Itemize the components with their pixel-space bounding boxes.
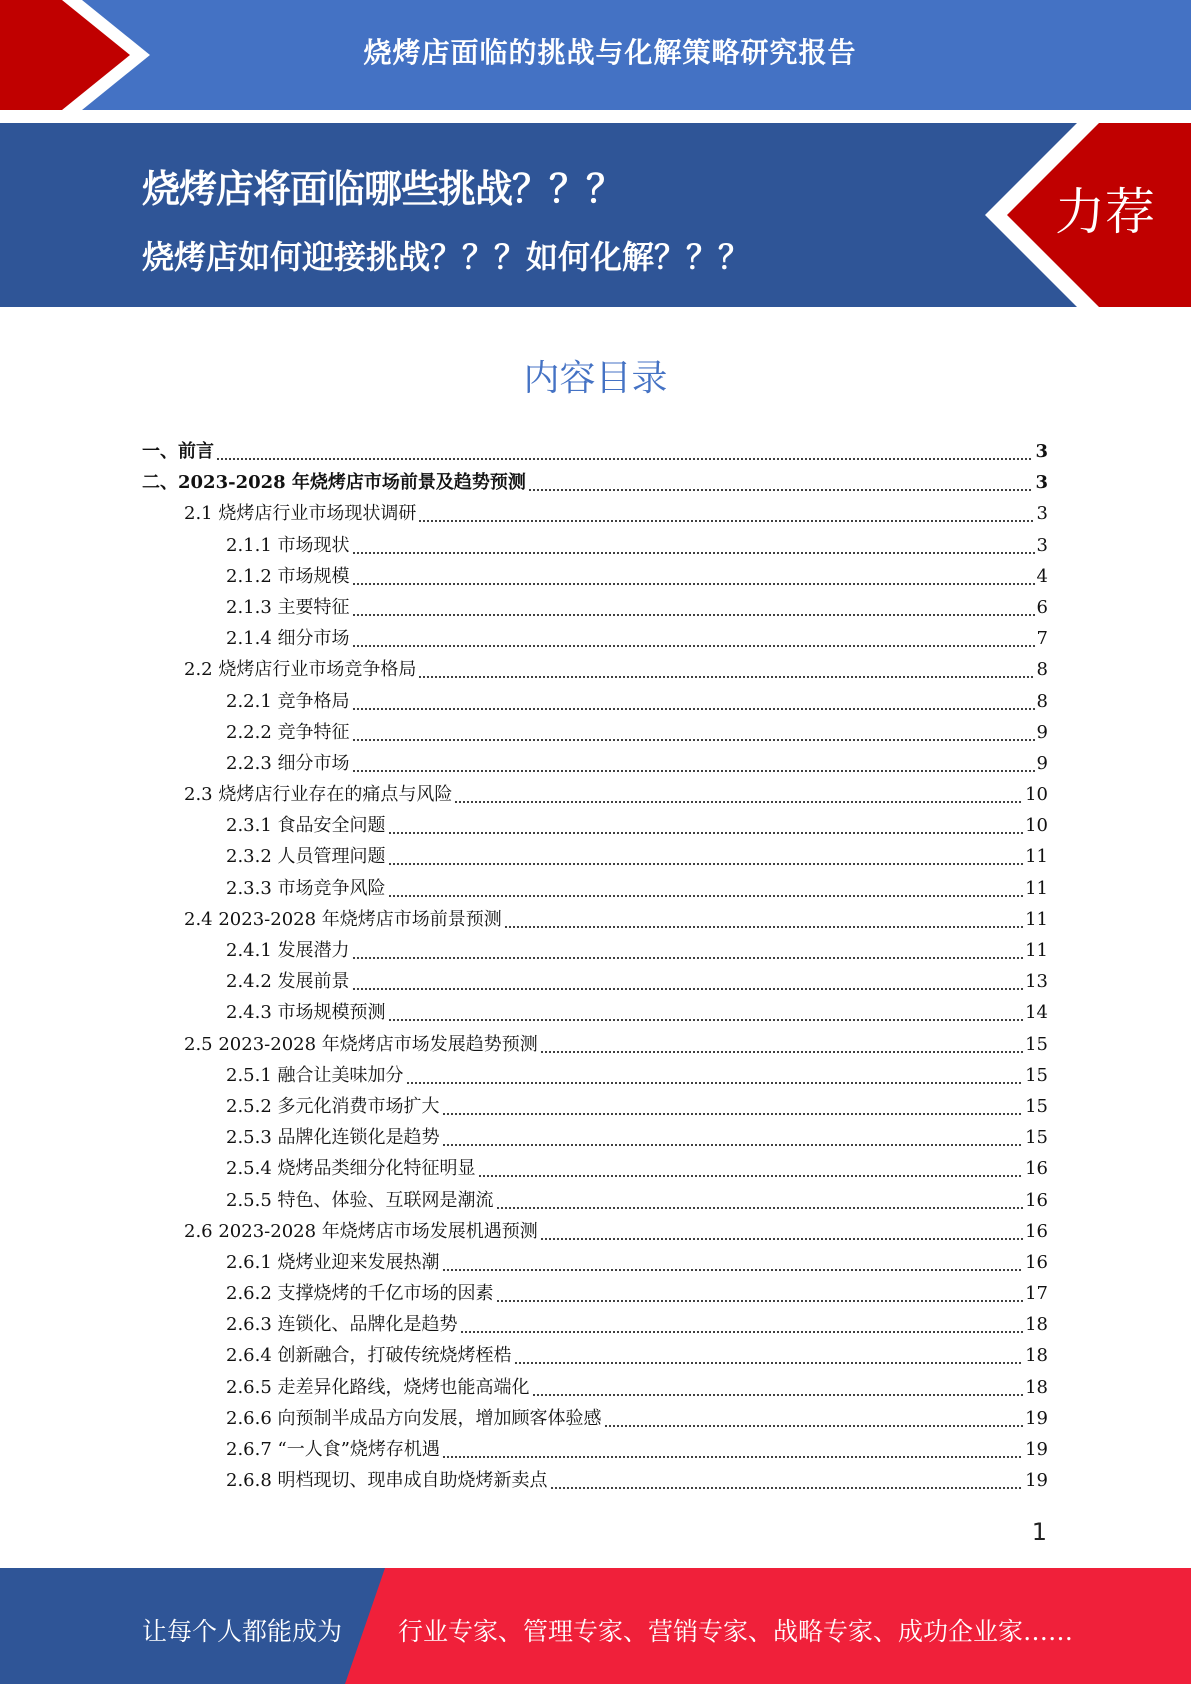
- toc-entry-label: 2.1.4 细分市场: [226, 628, 350, 650]
- toc-entry-label: 2.5 2023-2028 年烧烤店市场发展趋势预测: [184, 1033, 538, 1055]
- toc-entry-label: 二、2023-2028 年烧烤店市场前景及趋势预测: [142, 472, 526, 494]
- toc-entry-label: 2.3.3 市场竞争风险: [226, 877, 386, 899]
- toc-dot-leader: [496, 1285, 1024, 1303]
- toc-entry[interactable]: [142, 654, 1048, 685]
- toc-entry-label: 2.2 烧烤店行业市场竞争格局: [184, 659, 417, 681]
- toc-dot-leader: [352, 973, 1024, 991]
- toc-entry-label: 2.4.1 发展潜力: [226, 940, 350, 961]
- toc-entry-label: 2.6 2023-2028 年烧烤店市场发展机遇预测: [184, 1220, 538, 1242]
- toc-entry[interactable]: [142, 779, 1048, 810]
- toc-entry[interactable]: [142, 467, 1048, 498]
- toc-entry-page: 7: [1036, 628, 1048, 650]
- toc-entry-label: 2.6.3 连锁化、品牌化是趋势: [226, 1314, 458, 1336]
- toc-entry[interactable]: [142, 1372, 1048, 1403]
- toc-entry-label: 2.2.3 细分市场: [226, 752, 350, 774]
- toc-entry-page: 6: [1036, 596, 1048, 618]
- toc-dot-leader: [496, 1192, 1024, 1210]
- toc-entry-page: 3: [1036, 503, 1048, 525]
- toc-dot-leader: [460, 1316, 1024, 1334]
- toc-entry-page: 16: [1025, 1251, 1048, 1273]
- recommend-badge: 力荐: [1055, 183, 1155, 241]
- toc-dot-leader: [388, 1004, 1024, 1022]
- toc-entry-page: 10: [1025, 815, 1048, 837]
- toc-dot-leader: [454, 786, 1023, 804]
- toc-entry-label: 2.5.4 烧烤品类细分化特征明显: [226, 1158, 476, 1180]
- toc-entry-page: 16: [1025, 1158, 1048, 1180]
- toc-dot-leader: [388, 848, 1024, 866]
- toc-entry[interactable]: [142, 1091, 1048, 1122]
- toc-entry[interactable]: [142, 1247, 1048, 1278]
- report-title: 烧烤店面临的挑战与化解策略研究报告: [363, 36, 857, 69]
- toc-entry-label: 一、前言: [142, 441, 214, 462]
- toc-dot-leader: [352, 724, 1035, 742]
- toc-entry-page: 11: [1025, 940, 1048, 961]
- toc-entry-page: 9: [1036, 752, 1048, 774]
- toc-entry-label: 2.1.2 市场规模: [226, 565, 350, 587]
- toc-dot-leader: [352, 755, 1035, 773]
- toc-entry[interactable]: [142, 1278, 1048, 1309]
- toc-entry[interactable]: [142, 717, 1048, 748]
- toc-entry-label: 2.6.8 明档现切、现串成自助烧烤新卖点: [226, 1470, 548, 1492]
- toc-entry-label: 2.6.1 烧烤业迎来发展热潮: [226, 1251, 440, 1273]
- toc-entry[interactable]: [142, 561, 1048, 592]
- toc-entry[interactable]: [142, 1340, 1048, 1371]
- toc-entry[interactable]: [142, 748, 1048, 779]
- toc-entry-label: 2.6.7 “一人食”烧烤存机遇: [226, 1439, 440, 1460]
- toc-dot-leader: [352, 630, 1035, 648]
- toc-dot-leader: [352, 537, 1035, 555]
- toc-dot-leader: [406, 1067, 1024, 1085]
- footer-slogan-right: 行业专家、管理专家、营销专家、战略专家、成功企业家……: [398, 1617, 1074, 1646]
- toc-entry[interactable]: [142, 623, 1048, 654]
- toc-entry-page: 15: [1025, 1095, 1048, 1117]
- toc-entry-page: 15: [1025, 1127, 1048, 1149]
- toc-entry-page: 8: [1036, 690, 1048, 712]
- toc-entry-label: 2.3.2 人员管理问题: [226, 846, 386, 868]
- toc-entry-page: 17: [1025, 1283, 1048, 1305]
- toc-entry[interactable]: [142, 935, 1048, 966]
- toc-dot-leader: [442, 1254, 1024, 1272]
- toc-entry[interactable]: [142, 1122, 1048, 1153]
- toc-dot-leader: [514, 1347, 1024, 1365]
- toc-dot-leader: [604, 1410, 1024, 1428]
- toc-entry-page: 15: [1025, 1064, 1048, 1086]
- toc-dot-leader: [478, 1160, 1024, 1178]
- toc-entry-page: 19: [1025, 1407, 1048, 1429]
- page-number: 1: [1031, 1518, 1047, 1546]
- toc-entry-label: 2.5.2 多元化消费市场扩大: [226, 1095, 440, 1117]
- toc-entry-page: 11: [1025, 877, 1048, 899]
- toc-dot-leader: [352, 942, 1024, 960]
- toc-entry-page: 18: [1025, 1314, 1048, 1336]
- toc-dot-leader: [352, 599, 1035, 617]
- toc-entry[interactable]: [142, 1029, 1048, 1060]
- toc-entry-page: 15: [1025, 1033, 1048, 1055]
- toc-entry[interactable]: [142, 530, 1048, 561]
- toc-entry-label: 2.1.1 市场现状: [226, 534, 350, 556]
- toc-entry[interactable]: [142, 997, 1048, 1028]
- toc-entry-label: 2.1.3 主要特征: [226, 596, 350, 618]
- toc-dot-leader: [388, 817, 1024, 835]
- toc-dot-leader: [352, 693, 1035, 711]
- toc-entry-label: 2.2.1 竞争格局: [226, 690, 350, 712]
- toc-entry[interactable]: [142, 1060, 1048, 1091]
- toc-entry-label: 2.5.5 特色、体验、互联网是潮流: [226, 1189, 494, 1211]
- toc-dot-leader: [418, 661, 1034, 679]
- toc-entry-page: 13: [1025, 971, 1048, 993]
- toc-dot-leader: [540, 1223, 1023, 1241]
- toc-entry-page: 16: [1025, 1189, 1048, 1211]
- toc-entry-page: 19: [1025, 1470, 1048, 1492]
- toc-entry-label: 2.5.1 融合让美味加分: [226, 1064, 404, 1086]
- toc-dot-leader: [216, 443, 1033, 461]
- toc-dot-leader: [388, 880, 1024, 898]
- toc-dot-leader: [528, 474, 1034, 492]
- table-of-contents: [142, 436, 1048, 1496]
- toc-entry-page: 4: [1036, 565, 1048, 587]
- toc-entry-page: 3: [1036, 534, 1048, 556]
- toc-entry-page: 19: [1025, 1439, 1048, 1460]
- toc-entry[interactable]: [142, 1309, 1048, 1340]
- headline-question-2: 烧烤店如何迎接挑战？？？如何化解？？？: [142, 238, 751, 276]
- toc-entry-page: 9: [1036, 721, 1048, 743]
- toc-dot-leader: [442, 1098, 1024, 1116]
- toc-entry-label: 2.6.5 走差异化路线，烧烤也能高端化: [226, 1376, 530, 1398]
- toc-entry[interactable]: [142, 966, 1048, 997]
- toc-entry-label: 2.5.3 品牌化连锁化是趋势: [226, 1127, 440, 1149]
- toc-dot-leader: [442, 1129, 1024, 1147]
- toc-entry[interactable]: [142, 592, 1048, 623]
- toc-entry[interactable]: [142, 1465, 1048, 1496]
- toc-dot-leader: [352, 568, 1035, 586]
- toc-entry[interactable]: [142, 1185, 1048, 1216]
- toc-entry-label: 2.6.6 向预制半成品方向发展，增加顾客体验感: [226, 1407, 602, 1429]
- toc-dot-leader: [540, 1036, 1023, 1054]
- toc-entry-label: 2.4.3 市场规模预测: [226, 1002, 386, 1024]
- toc-entry[interactable]: [142, 1153, 1048, 1184]
- toc-entry[interactable]: [142, 1403, 1048, 1434]
- toc-dot-leader: [418, 505, 1034, 523]
- toc-entry-page: 16: [1025, 1220, 1048, 1242]
- toc-entry-label: 2.3.1 食品安全问题: [226, 815, 386, 837]
- toc-entry-label: 2.2.2 竞争特征: [226, 721, 350, 743]
- toc-entry-page: 18: [1025, 1376, 1048, 1398]
- toc-entry-label: 2.1 烧烤店行业市场现状调研: [184, 503, 417, 525]
- toc-entry-label: 2.4.2 发展前景: [226, 971, 350, 993]
- toc-title: 内容目录: [523, 358, 668, 399]
- toc-entry-page: 14: [1025, 1002, 1048, 1024]
- toc-entry-label: 2.4 2023-2028 年烧烤店市场前景预测: [184, 908, 502, 930]
- toc-entry[interactable]: [142, 1216, 1048, 1247]
- toc-entry[interactable]: [142, 810, 1048, 841]
- toc-entry-page: 11: [1025, 908, 1048, 930]
- toc-entry-page: 8: [1036, 659, 1048, 681]
- toc-entry[interactable]: [142, 1434, 1048, 1465]
- toc-dot-leader: [442, 1441, 1023, 1459]
- toc-entry-label: 2.3 烧烤店行业存在的痛点与风险: [184, 784, 453, 806]
- toc-entry-label: 2.6.2 支撑烧烤的千亿市场的因素: [226, 1283, 494, 1305]
- toc-dot-leader: [504, 911, 1023, 929]
- toc-entry-label: 2.6.4 创新融合，打破传统烧烤桎梏: [226, 1345, 512, 1367]
- toc-entry[interactable]: [142, 841, 1048, 872]
- toc-entry-page: 3: [1035, 472, 1048, 494]
- footer-slogan-left: 让每个人都能成为: [142, 1617, 343, 1646]
- toc-entry-page: 10: [1025, 784, 1048, 806]
- toc-entry[interactable]: [142, 498, 1048, 529]
- toc-dot-leader: [532, 1379, 1024, 1397]
- toc-dot-leader: [550, 1472, 1024, 1490]
- toc-entry-page: 11: [1025, 846, 1048, 868]
- toc-entry[interactable]: [142, 904, 1048, 935]
- toc-entry[interactable]: [142, 873, 1048, 904]
- toc-entry[interactable]: [142, 436, 1048, 467]
- headline-question-1: 烧烤店将面临哪些挑战？？？: [142, 167, 624, 211]
- toc-entry[interactable]: [142, 686, 1048, 717]
- toc-entry-page: 3: [1035, 441, 1048, 462]
- toc-entry-page: 18: [1025, 1345, 1048, 1367]
